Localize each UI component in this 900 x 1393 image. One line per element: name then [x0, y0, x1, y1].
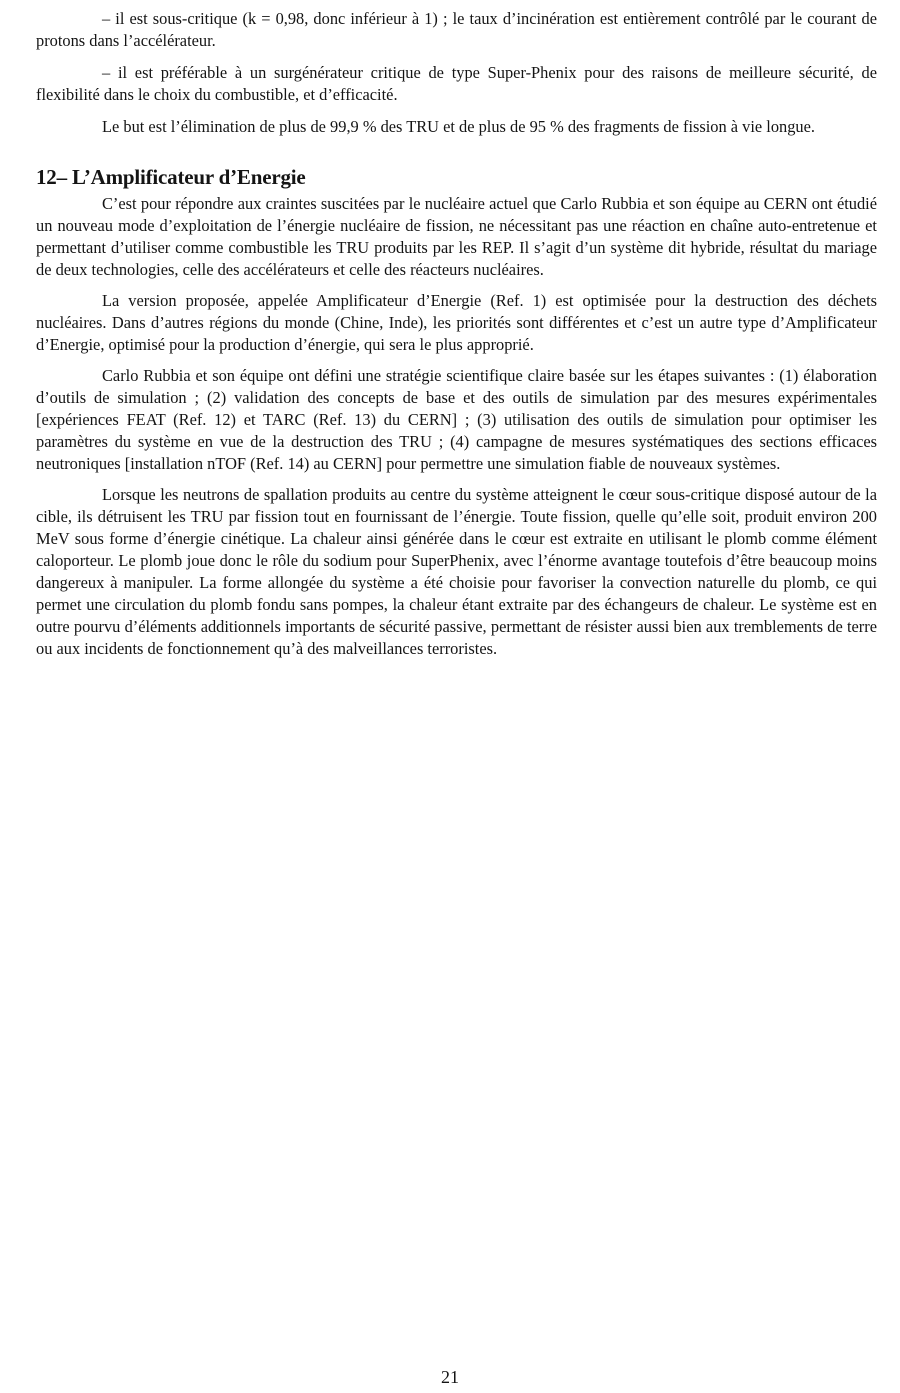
section-heading: 12– L’Amplificateur d’Energie: [36, 165, 306, 189]
paragraph-rubbia-cern: C’est pour répondre aux craintes suscitées par le nucléaire actuel que Carlo Rubbia et son équipe au CERN ont étudié un nouveau mode d’exploitation de l’énergie nucléaire de fission, ne nécessitant pas une réaction en chaîne auto-entretenue et permettant d’utiliser comme combustible les TRU produits par les REP. Il s’agit d’un système dit hybride, résultat du mariage de deux technologies, celle des accélérateurs et celle des réacteurs nucléaires.: [36, 194, 877, 279]
bullet-superphenix-comparison: – il est préférable à un surgénérateur critique de type Super-Phenix pour des raisons de meilleure sécurité, de flexibilité dans le choix du combustible, et d’efficacité.: [36, 63, 877, 104]
document-page: [36, 8, 877, 660]
goal-paragraph: Le but est l’élimination de plus de 99,9 % des TRU et de plus de 95 % des fragments de fission à vie longue.: [102, 117, 816, 136]
bullet-subcritical: – il est sous-critique (k = 0,98, donc inférieur à 1) ; le taux d’incinération est entièrement contrôlé par le courant de protons dans l’accélérateur.: [36, 9, 877, 50]
paragraph-spallation-neutrons: Lorsque les neutrons de spallation produits au centre du système atteignent le cœur sous-critique disposé autour de la cible, ils détruisent les TRU par fission tout en fournissant de l’énergie. Toute fission, quelle qu’elle soit, produit environ 200 MeV sous forme d’énergie cinétique. La chaleur ainsi générée dans le cœur est extraite en utilisant le plomb comme élément caloporteur. Le plomb joue donc le rôle du sodium pour SuperPhenix, avec l’énorme avantage toutefois d’être beaucoup moins dangereux à manipuler. La forme allongée du système a été choisie pour favoriser la convection naturelle du plomb, ce qui permet une circulation du plomb fondu sans pompes, la chaleur étant extraite par des échangeurs de chaleur. Le système est en outre pourvu d’éléments additionnels importants de sécurité passive, permettant de résister aussi bien aux tremblements de terre ou aux incidents de fonctionnement qu’à des malveillances terroristes.: [36, 485, 877, 658]
paragraph-proposed-version: La version proposée, appelée Amplificateur d’Energie (Ref. 1) est optimisée pour la destruction des déchets nucléaires. Dans d’autres régions du monde (Chine, Inde), les priorités sont différentes et c’est un autre type d’Amplificateur d’Energie, optimisé pour la production d’énergie, qui sera le plus approprié.: [36, 291, 877, 354]
paragraph-scientific-strategy: Carlo Rubbia et son équipe ont défini une stratégie scientifique claire basée sur les étapes suivantes : (1) élaboration d’outils de simulation ; (2) validation des concepts de base et des outils de simulation par des mesures expérimentales [expériences FEAT (Ref. 12) et TARC (Ref. 13) du CERN] ; (3) utilisation des outils de simulation pour optimiser les paramètres du système en vue de la destruction des TRU ; (4) campagne de mesures systématiques des sections efficaces neutroniques [installation nTOF (Ref. 14) au CERN] pour permettre une simulation fiable de nouveaux systèmes.: [36, 366, 877, 473]
page-number: 21: [441, 1367, 459, 1387]
